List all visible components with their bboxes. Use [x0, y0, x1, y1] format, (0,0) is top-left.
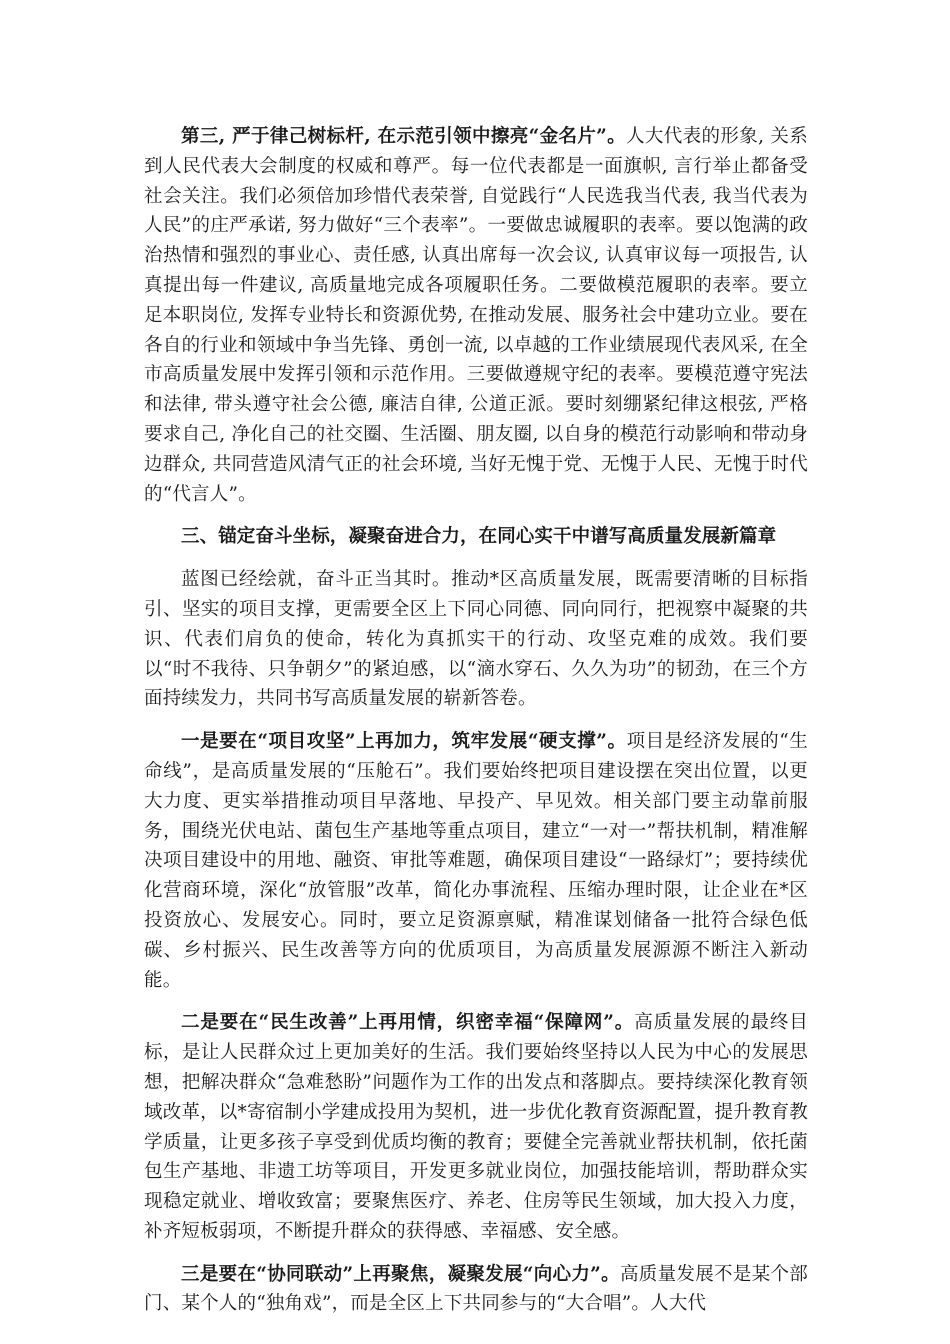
paragraph-coordination	[144, 1260, 808, 1320]
paragraph-body: 高质量发展不是某个部门、某个人的“独角戏”，而是全区上下共同参与的“大合唱”。人大代	[144, 1263, 808, 1315]
paragraph-body: 人大代表的形象, 关系到人民代表大会制度的权威和尊严。每一位代表都是一面旗帜, 言行举止都备受社会关注。我们必须倍加珍惜代表荣誉, 自觉践行“人民选我当代表, 我当代表为人民”的庄严承诺, 努力做好“三个表率”。一要做忠诚履职的表率。要以饱满的政治热情和强烈的事业心、责任感, 认真出席每一次会议, 认真审议每一项报告, 认真提出每一件建议, 高质量地完成各项履职任务。二要做模范履职的表率。要立足本职岗位, 发挥专业特长和资源优势, 在推动发展、服务社会中建功立业。要在各自的行业和领域中争当先锋、勇创一流, 以卓越的工作业绩展现代表风采, 在全市高质量发展中发挥引领和示范作用。三要做遵规守纪的表率。要模范遵守宪法和法律, 带头遵守社会公德, 廉洁自律, 公道正派。要时刻绷紧纪律这根弦, 严格要求自己, 净化自己的社交圈、生活圈、朋友圈, 以自身的模范行动影响和带动身边群众, 共同营造风清气正的社会环境, 当好无愧于党、无愧于人民、无愧于时代的“代言人”。	[144, 126, 809, 505]
paragraph-lead: 第三, 严于律己树标杆, 在示范引领中擦亮“金名片”。	[181, 126, 627, 147]
section-heading: 三、锚定奋斗坐标，凝聚奋进合力，在同心实干中谱写高质量发展新篇章	[181, 526, 777, 548]
paragraph-lead: 一是要在“项目攻坚”上再加力，筑牢发展“硬支撑”。	[181, 731, 627, 753]
document-page	[144, 122, 808, 1319]
paragraph-body: 项目是经济发展的“生命线”，是高质量发展的“压舱石”。我们要始终把项目建设摆在突出位置，以更大力度、更实举措推动项目早落地、早投产、早见效。相关部门要主动靠前服务，围绕光伏电站、菌包生产基地等重点项目，建立“一对一”帮扶机制，精准解决项目建设中的用地、融资、审批等难题，确保项目建设“一路绿灯”；要持续优化营商环境，深化“放管服”改革，简化办事流程、压缩办理时限，让企业在*区投资放心、发展安心。同时，要立足资源禀赋，精准谋划储备一批符合绿色低碳、乡村振兴、民生改善等方向的优质项目，为高质量发展源源不断注入新动能。	[144, 731, 808, 991]
paragraph-projects	[144, 727, 808, 995]
paragraph-role-model	[144, 122, 808, 509]
paragraph-blueprint	[144, 565, 808, 714]
paragraph-livelihood	[144, 1008, 808, 1246]
paragraph-lead: 二是要在“民生改善”上再用情，织密幸福“保障网”。	[181, 1012, 635, 1034]
paragraph-lead: 三是要在“协同联动”上再聚焦，凝聚发展“向心力”。	[181, 1263, 620, 1285]
paragraph-body: 蓝图已经绘就，奋斗正当其时。推动*区高质量发展，既需要清晰的目标指引、坚实的项目支撑，更需要全区上下同心同德、同向同行，把视察中凝聚的共识、代表们肩负的使命，转化为真抓实干的行动、攻坚克难的成效。我们要以“时不我待、只争朝夕”的紧迫感，以“滴水穿石、久久为功”的韧劲，在三个方面持续发力，共同书写高质量发展的崭新答卷。	[144, 569, 808, 710]
paragraph-body: 高质量发展的最终目标，是让人民群众过上更加美好的生活。我们要始终坚持以人民为中心的发展思想，把解决群众“急难愁盼”问题作为工作的出发点和落脚点。要持续深化教育领域改革，以*寄宿制小学建成投用为契机，进一步优化教育资源配置，提升教育教学质量，让更多孩子享受到优质均衡的教育；要健全完善就业帮扶机制，依托菌包生产基地、非遗工坊等项目，开发更多就业岗位，加强技能培训，帮助群众实现稳定就业、增收致富；要聚焦医疗、养老、住房等民生领域，加大投入力度，补齐短板弱项，不断提升群众的获得感、幸福感、安全感。	[144, 1012, 808, 1242]
